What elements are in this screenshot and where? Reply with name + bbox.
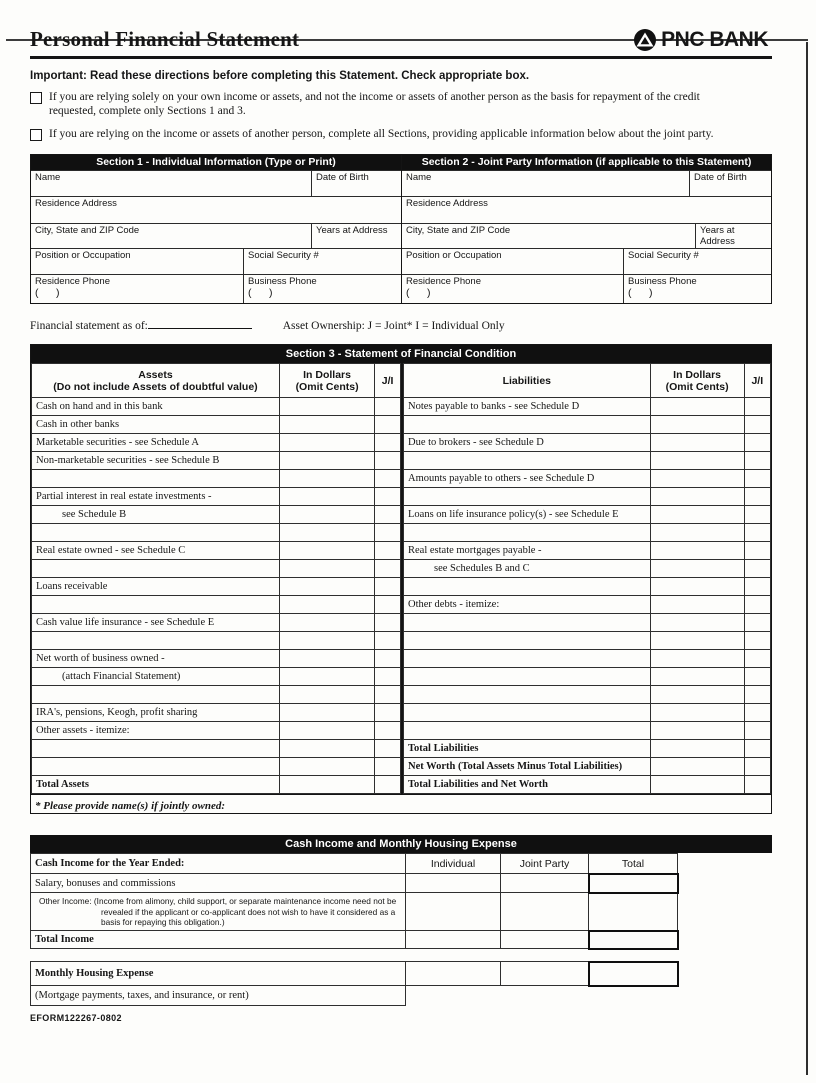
asset-ji-cell[interactable] — [375, 668, 401, 686]
asset-row — [32, 632, 401, 650]
name-field-joint[interactable]: Name — [406, 172, 432, 184]
liability-label: Notes payable to banks - see Schedule D — [404, 398, 651, 416]
asset-row — [32, 614, 401, 632]
asset-row — [32, 524, 401, 542]
liability-amount-cell[interactable] — [650, 488, 744, 506]
city-state-zip-field-joint[interactable]: City, State and ZIP Code — [406, 225, 511, 237]
residence-phone-field-joint[interactable]: Residence Phone ( ) — [406, 276, 481, 300]
asset-ji-cell[interactable] — [375, 614, 401, 632]
joint-party-text: If you are relying on the income or assets of another person, complete all Sections, providing applicable information below about the joint party. — [49, 127, 714, 140]
asset-label: Non-marketable securities - see Schedule B — [32, 452, 280, 470]
position-field-individual[interactable]: Position or Occupation — [35, 250, 131, 262]
liability-ji-cell[interactable] — [744, 398, 770, 416]
asset-label — [32, 758, 280, 776]
liability-label: see Schedules B and C — [404, 560, 651, 578]
liability-ji-cell[interactable] — [744, 668, 770, 686]
liability-row — [404, 704, 771, 722]
liability-amount-cell[interactable] — [650, 398, 744, 416]
asset-label — [32, 470, 280, 488]
empty-cell — [501, 986, 589, 1006]
liability-row — [404, 740, 771, 758]
total-income-total-cell[interactable] — [589, 931, 678, 949]
liability-label: Other debts - itemize: — [404, 596, 651, 614]
asset-label — [32, 632, 280, 650]
liability-ji-cell[interactable] — [744, 704, 770, 722]
asset-ji-cell[interactable] — [375, 722, 401, 740]
section-1 — [31, 155, 401, 303]
liability-ji-cell[interactable] — [744, 722, 770, 740]
asset-amount-cell[interactable] — [279, 704, 374, 722]
asset-row — [32, 650, 401, 668]
option-own-income — [30, 91, 772, 119]
liability-ji-cell[interactable] — [744, 524, 770, 542]
liabilities-dollars-header: In Dollars (Omit Cents) — [650, 364, 744, 398]
asset-row — [32, 722, 401, 740]
monthly-housing-label: Monthly Housing Expense — [31, 962, 406, 986]
asset-ji-cell[interactable] — [375, 686, 401, 704]
liability-row — [404, 416, 771, 434]
asset-ji-cell[interactable] — [375, 524, 401, 542]
asset-row — [32, 596, 401, 614]
liability-row — [404, 488, 771, 506]
asset-ji-cell[interactable] — [375, 452, 401, 470]
asset-amount-cell[interactable] — [279, 776, 374, 794]
liability-row — [404, 596, 771, 614]
total-income-row-label: Total Income — [31, 931, 406, 949]
section-2-header: Section 2 - Joint Party Information (if applicable to this Statement) — [402, 155, 771, 170]
asset-label: Partial interest in real estate investments - — [32, 488, 280, 506]
asset-amount-cell[interactable] — [279, 650, 374, 668]
liability-label — [404, 578, 651, 596]
asset-ji-cell[interactable] — [375, 506, 401, 524]
liability-label — [404, 722, 651, 740]
liability-amount-cell[interactable] — [650, 416, 744, 434]
asset-ji-cell[interactable] — [375, 596, 401, 614]
liability-ji-cell[interactable] — [744, 488, 770, 506]
liability-row — [404, 506, 771, 524]
jointly-owned-footnote — [31, 794, 771, 813]
pnc-logo — [633, 28, 772, 52]
business-phone-field-joint[interactable]: Business Phone ( ) — [623, 275, 771, 303]
asset-ji-cell[interactable] — [375, 470, 401, 488]
liability-row — [404, 686, 771, 704]
asset-label: Marketable securities - see Schedule A — [32, 434, 280, 452]
liability-amount-cell[interactable] — [650, 578, 744, 596]
residence-address-field-individual[interactable]: Residence Address — [35, 198, 117, 210]
asset-row — [32, 434, 401, 452]
asset-ji-cell[interactable] — [375, 488, 401, 506]
liability-row — [404, 614, 771, 632]
liability-amount-cell[interactable] — [650, 686, 744, 704]
liabilities-column-header: Liabilities — [404, 364, 651, 398]
asset-row — [32, 398, 401, 416]
asset-row — [32, 758, 401, 776]
asset-row — [32, 578, 401, 596]
brand-text: PNC BANK — [661, 28, 768, 51]
asset-amount-cell[interactable] — [279, 578, 374, 596]
assets-dollars-header: In Dollars (Omit Cents) — [279, 364, 374, 398]
asset-label: Cash in other banks — [32, 416, 280, 434]
liability-row — [404, 470, 771, 488]
liability-ji-cell[interactable] — [744, 416, 770, 434]
liability-row — [404, 632, 771, 650]
liability-ji-cell[interactable] — [744, 614, 770, 632]
year-ended-label: Cash Income for the Year Ended: — [31, 854, 406, 874]
liability-label — [404, 614, 651, 632]
salary-total-cell[interactable] — [589, 874, 678, 893]
asset-ji-cell[interactable] — [375, 542, 401, 560]
asset-amount-cell[interactable] — [279, 452, 374, 470]
asset-row — [32, 416, 401, 434]
asset-label: see Schedule B — [32, 506, 280, 524]
asset-label: Total Assets — [32, 776, 280, 794]
asset-label: IRA's, pensions, Keogh, profit sharing — [32, 704, 280, 722]
years-at-address-field-individual[interactable]: Years at Address — [311, 224, 401, 248]
liability-ji-cell[interactable] — [744, 542, 770, 560]
liability-ji-cell[interactable] — [744, 758, 770, 776]
total-income-individual-cell[interactable] — [406, 931, 501, 949]
ssn-field-joint[interactable]: Social Security # — [623, 249, 771, 274]
other-income-individual-cell[interactable] — [406, 893, 501, 931]
liability-ji-cell[interactable] — [744, 596, 770, 614]
liability-label — [404, 704, 651, 722]
dob-field-individual[interactable]: Date of Birth — [311, 171, 401, 196]
empty-cell — [589, 986, 678, 1006]
liability-amount-cell[interactable] — [650, 740, 744, 758]
liability-amount-cell[interactable] — [650, 506, 744, 524]
liability-row — [404, 722, 771, 740]
asset-label: Real estate owned - see Schedule C — [32, 542, 280, 560]
asset-ownership-label: Asset Ownership: J = Joint* I = Individual Only — [282, 320, 505, 333]
liability-ji-cell[interactable] — [744, 434, 770, 452]
liability-label: Amounts payable to others - see Schedule D — [404, 470, 651, 488]
position-field-joint[interactable]: Position or Occupation — [406, 250, 502, 262]
liability-amount-cell[interactable] — [650, 542, 744, 560]
liability-ji-cell[interactable] — [744, 686, 770, 704]
years-at-address-field-joint[interactable]: Years at Address — [695, 224, 771, 248]
asset-label: (attach Financial Statement) — [32, 668, 280, 686]
asset-amount-cell[interactable] — [279, 632, 374, 650]
liability-label: Total Liabilities and Net Worth — [404, 776, 651, 794]
assets-column-header: Assets (Do not include Assets of doubtful value) — [32, 364, 280, 398]
asset-amount-cell[interactable] — [279, 416, 374, 434]
liability-row — [404, 398, 771, 416]
liability-label: Net Worth (Total Assets Minus Total Liabilities) — [404, 758, 651, 776]
asset-row — [32, 452, 401, 470]
asset-label: Other assets - itemize: — [32, 722, 280, 740]
jointly-owned-names-field[interactable] — [228, 797, 528, 809]
other-income-total-cell[interactable] — [589, 893, 678, 931]
asset-ji-cell[interactable] — [375, 578, 401, 596]
monthly-housing-joint-cell[interactable] — [501, 962, 589, 986]
liability-row — [404, 668, 771, 686]
liability-amount-cell[interactable] — [650, 524, 744, 542]
liability-amount-cell[interactable] — [650, 434, 744, 452]
monthly-housing-table — [30, 961, 679, 1007]
liability-ji-cell[interactable] — [744, 470, 770, 488]
liability-row — [404, 758, 771, 776]
asset-ji-cell[interactable] — [375, 560, 401, 578]
asset-row — [32, 488, 401, 506]
liability-amount-cell[interactable] — [650, 704, 744, 722]
liability-label: Due to brokers - see Schedule D — [404, 434, 651, 452]
asset-amount-cell[interactable] — [279, 722, 374, 740]
asset-amount-cell[interactable] — [279, 506, 374, 524]
asset-amount-cell[interactable] — [279, 524, 374, 542]
asset-amount-cell[interactable] — [279, 470, 374, 488]
asset-label — [32, 740, 280, 758]
liabilities-ji-header: J/I — [744, 364, 770, 398]
scan-artifact-right-line — [806, 42, 808, 1075]
empty-cell — [406, 986, 501, 1006]
liability-ji-cell[interactable] — [744, 506, 770, 524]
asset-amount-cell[interactable] — [279, 542, 374, 560]
total-column-header: Total — [589, 854, 678, 874]
section-2 — [401, 155, 771, 303]
other-income-joint-cell[interactable] — [501, 893, 589, 931]
asset-label: Cash on hand and in this bank — [32, 398, 280, 416]
liability-label — [404, 416, 651, 434]
joint-party-column-header: Joint Party — [501, 854, 589, 874]
liability-amount-cell[interactable] — [650, 776, 744, 794]
liability-ji-cell[interactable] — [744, 560, 770, 578]
assets-ji-header: J/I — [375, 364, 401, 398]
as-of-date-field[interactable] — [148, 317, 252, 329]
liability-row — [404, 452, 771, 470]
asset-amount-cell[interactable] — [279, 614, 374, 632]
liability-label — [404, 524, 651, 542]
asset-label: Net worth of business owned - — [32, 650, 280, 668]
asset-amount-cell[interactable] — [279, 758, 374, 776]
asset-ji-cell[interactable] — [375, 632, 401, 650]
asset-ji-cell[interactable] — [375, 416, 401, 434]
salary-row-label: Salary, bonuses and commissions — [31, 874, 406, 893]
individual-column-header: Individual — [406, 854, 501, 874]
asset-row — [32, 668, 401, 686]
asset-ji-cell[interactable] — [375, 650, 401, 668]
city-state-zip-field-individual[interactable]: City, State and ZIP Code — [35, 225, 140, 237]
liability-amount-cell[interactable] — [650, 758, 744, 776]
name-field-individual[interactable]: Name — [35, 172, 61, 184]
asset-row — [32, 560, 401, 578]
section-1-header: Section 1 - Individual Information (Type or Print) — [31, 155, 401, 170]
liability-ji-cell[interactable] — [744, 650, 770, 668]
business-phone-field-individual[interactable]: Business Phone ( ) — [243, 275, 401, 303]
liability-amount-cell[interactable] — [650, 722, 744, 740]
asset-amount-cell[interactable] — [279, 560, 374, 578]
liability-row — [404, 524, 771, 542]
liability-row — [404, 578, 771, 596]
liability-ji-cell[interactable] — [744, 452, 770, 470]
asset-ji-cell[interactable] — [375, 740, 401, 758]
liability-amount-cell[interactable] — [650, 614, 744, 632]
page-title: Personal Financial Statement — [30, 27, 300, 51]
asset-amount-cell[interactable] — [279, 398, 374, 416]
header-rule — [30, 56, 772, 59]
asset-row — [32, 704, 401, 722]
asset-row — [32, 542, 401, 560]
option-joint-party — [30, 128, 772, 142]
liability-label — [404, 488, 651, 506]
asset-ji-cell[interactable] — [375, 704, 401, 722]
liability-label: Total Liabilities — [404, 740, 651, 758]
asset-row — [32, 470, 401, 488]
liability-amount-cell[interactable] — [650, 560, 744, 578]
asset-label — [32, 686, 280, 704]
liability-amount-cell[interactable] — [650, 668, 744, 686]
liability-row — [404, 776, 771, 794]
asset-row — [32, 740, 401, 758]
asset-label — [32, 596, 280, 614]
dob-field-joint[interactable]: Date of Birth — [689, 171, 771, 196]
liability-row — [404, 542, 771, 560]
liability-ji-cell[interactable] — [744, 632, 770, 650]
monthly-housing-total-cell[interactable] — [589, 962, 678, 986]
section-1-2-table — [30, 154, 772, 304]
asset-ji-cell[interactable] — [375, 434, 401, 452]
liability-amount-cell[interactable] — [650, 596, 744, 614]
liability-label — [404, 650, 651, 668]
asset-ji-cell[interactable] — [375, 398, 401, 416]
as-of-label: Financial statement as of: — [30, 320, 148, 333]
asset-label: Loans receivable — [32, 578, 280, 596]
ssn-field-individual[interactable]: Social Security # — [243, 249, 401, 274]
asset-amount-cell[interactable] — [279, 686, 374, 704]
asset-amount-cell[interactable] — [279, 488, 374, 506]
total-income-joint-cell[interactable] — [501, 931, 589, 949]
liability-row — [404, 560, 771, 578]
liability-amount-cell[interactable] — [650, 452, 744, 470]
asset-ji-cell[interactable] — [375, 776, 401, 794]
assets-column — [31, 363, 401, 794]
asset-row — [32, 686, 401, 704]
own-income-text: If you are relying solely on your own income or assets, and not the income or assets of another person as the basis for repayment of the credit requested, complete only Sections 1 and 3. — [49, 91, 700, 117]
liability-label — [404, 668, 651, 686]
asset-amount-cell[interactable] — [279, 434, 374, 452]
asset-label — [32, 560, 280, 578]
liability-label: Loans on life insurance policy(s) - see Schedule E — [404, 506, 651, 524]
liability-label — [404, 686, 651, 704]
monthly-housing-individual-cell[interactable] — [406, 962, 501, 986]
liability-row — [404, 434, 771, 452]
other-income-row-label: Other Income: (Income from alimony, child support, or separate maintenance income need not be revealed if the applicant or co-applicant does not wish to have it considered as a basis for repaying this obligation.) — [31, 893, 406, 931]
asset-row — [32, 506, 401, 524]
liability-ji-cell[interactable] — [744, 776, 770, 794]
liability-label — [404, 632, 651, 650]
asset-amount-cell[interactable] — [279, 668, 374, 686]
liability-row — [404, 650, 771, 668]
footnote-label: * Please provide name(s) if jointly owned: — [35, 800, 226, 813]
liability-amount-cell[interactable] — [650, 650, 744, 668]
section-3-header: Section 3 - Statement of Financial Condition — [31, 345, 771, 363]
asset-ji-cell[interactable] — [375, 758, 401, 776]
income-section-header: Cash Income and Monthly Housing Expense — [30, 835, 772, 853]
form-number: EFORM122267-0802 — [30, 1013, 122, 1024]
asset-amount-cell[interactable] — [279, 596, 374, 614]
liability-ji-cell[interactable] — [744, 578, 770, 596]
statement-as-of-line — [30, 317, 772, 335]
cash-income-table — [30, 853, 679, 950]
liability-amount-cell[interactable] — [650, 632, 744, 650]
important-note: Important: Read these directions before completing this Statement. Check appropriate box. — [30, 70, 530, 82]
salary-joint-cell[interactable] — [501, 874, 589, 893]
asset-amount-cell[interactable] — [279, 740, 374, 758]
form-header — [30, 27, 772, 52]
residence-phone-field-individual[interactable]: Residence Phone ( ) — [35, 276, 110, 300]
asset-row — [32, 776, 401, 794]
section-3 — [30, 344, 772, 814]
pfs-form-page — [30, 27, 772, 1023]
asset-label: Cash value life insurance - see Schedule E — [32, 614, 280, 632]
liability-amount-cell[interactable] — [650, 470, 744, 488]
salary-individual-cell[interactable] — [406, 874, 501, 893]
residence-address-field-joint[interactable]: Residence Address — [406, 198, 488, 210]
liability-label: Real estate mortgages payable - — [404, 542, 651, 560]
pnc-triangle-icon — [633, 28, 657, 52]
liability-label — [404, 452, 651, 470]
monthly-housing-subtext: (Mortgage payments, taxes, and insurance, or rent) — [31, 986, 406, 1006]
own-income-checkbox[interactable] — [30, 92, 42, 104]
liabilities-column — [401, 363, 771, 794]
asset-label — [32, 524, 280, 542]
joint-party-checkbox[interactable] — [30, 129, 42, 141]
liability-ji-cell[interactable] — [744, 740, 770, 758]
